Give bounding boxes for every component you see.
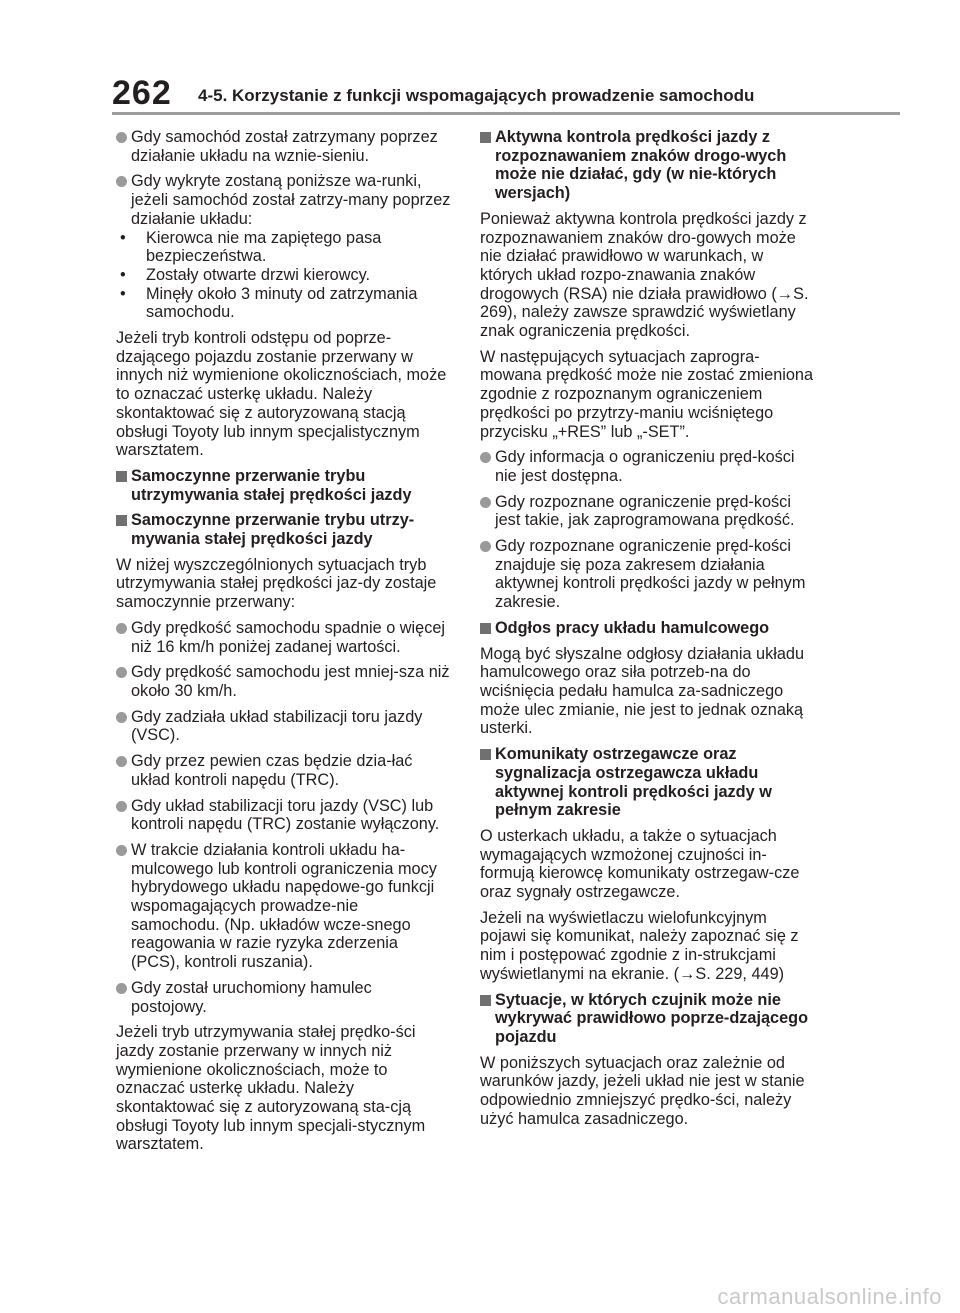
subheading xyxy=(480,619,815,638)
watermark: carmanualsonline.info xyxy=(717,1284,942,1309)
paragraph: Jeżeli tryb utrzymywania stałej prędko-ści jazdy zostanie przerwany w innych niż wymienione okolicznościach, może to oznaczać usterkę układu. Należy skontaktować się z autoryzowaną sta-cją obsługi Toyoty lub innym specjali-stycznym warsztatem. xyxy=(116,1023,426,1154)
sub-item-text: Minęły około 3 minuty od zatrzymania samochodu. xyxy=(146,284,418,322)
bullet-icon xyxy=(116,132,127,143)
list-item xyxy=(116,841,451,972)
subheading xyxy=(116,511,451,548)
bullet-text: W trakcie działania kontroli układu ha-mulcowego lub kontroli ograniczenia mocy hybrydowego układu napędowe-go funkcji wspomagających prowadze-nie samochodu. (Np. układów wcze-snego reagowania w razie ryzyka zderzenia (PCS), kontroli ruszania). xyxy=(131,840,437,972)
bullet-icon xyxy=(116,756,127,767)
list-item xyxy=(116,663,451,700)
bullet-text: Gdy został uruchomiony hamulec postojowy. xyxy=(131,978,372,1016)
bullet-text: Gdy układ stabilizacji toru jazdy (VSC) lub kontroli napędu (TRC) zostanie wyłączony. xyxy=(131,796,440,834)
bullet-icon xyxy=(480,541,491,552)
paragraph: Ponieważ aktywna kontrola prędkości jazdy z rozpoznawaniem znaków dro-gowych może nie działać prawidłowo w warunkach, w których układ rozpo-znawania znaków drogowych (RSA) nie działa prawidłowo (→S. 269), należy zawsze sprawdzić wyświetlany znak ograniczenia prędkości. xyxy=(480,209,809,341)
list-item xyxy=(480,537,815,612)
list-item xyxy=(116,797,451,834)
sub-list-item xyxy=(116,266,451,285)
subheading-text: Samoczynne przerwanie trybu utrzy-mywania stałej prędkości jazdy xyxy=(131,511,415,549)
sub-bullet-icon: • xyxy=(120,265,126,284)
left-column xyxy=(116,128,451,1161)
paragraph: Jeżeli na wyświetlaczu wielofunkcyjnym pojawi się komunikat, należy zapoznać się z nim i postępować zgodnie z in-strukcjami wyświetlanymi na ekranie. (→S. 229, 449) xyxy=(480,908,799,983)
sub-item-text: Kierowca nie ma zapiętego pasa bezpieczeństwa. xyxy=(146,228,382,266)
subheading-text: Komunikaty ostrzegawcze oraz sygnalizacja ostrzegawcza układu aktywnej kontroli prędkości jazdy w pełnym zakresie xyxy=(495,745,772,820)
subheading xyxy=(116,467,451,504)
square-bullet-icon xyxy=(480,132,491,143)
bullet-text: Gdy rozpoznane ograniczenie pręd-kości jest takie, jak zaprogramowana prędkość. xyxy=(495,492,795,530)
bullet-text: Gdy prędkość samochodu jest mniej-sza niż około 30 km/h. xyxy=(131,663,450,700)
subheading-text: Aktywna kontrola prędkości jazdy z rozpoznawaniem znaków drogo-wych może nie działać, gdy (w nie-których wersjach) xyxy=(495,128,787,203)
subheading-text: Odgłos pracy układu hamulcowego xyxy=(495,618,770,637)
paragraph: W niżej wyszczególnionych sytuacjach tryb utrzymywania stałej prędkości jaz-dy zostaje samoczynnie przerwany: xyxy=(116,555,437,612)
bullet-icon xyxy=(116,623,127,634)
bullet-icon xyxy=(480,452,491,463)
paragraph: Jeżeli tryb kontroli odstępu od poprze-dzającego pojazdu zostanie przerwany w innych niż wymienione okolicznościach, może to oznaczać usterkę układu. Należy skontaktować się z autoryzowaną stacją obsługi Toyoty lub innym specjalistycznym warsztatem. xyxy=(116,329,447,460)
bullet-text: Gdy zadziała układ stabilizacji toru jazdy (VSC). xyxy=(131,707,423,745)
list-item xyxy=(116,172,451,228)
list-item xyxy=(116,128,451,165)
bullet-icon xyxy=(116,667,127,678)
sub-bullet-icon: • xyxy=(120,228,126,247)
subheading xyxy=(480,745,815,820)
square-bullet-icon xyxy=(116,471,127,482)
bullet-icon xyxy=(116,801,127,812)
list-item xyxy=(116,619,451,656)
bullet-text: Gdy prędkość samochodu spadnie o więcej niż 16 km/h poniżej zadanej wartości. xyxy=(131,618,446,656)
subheading xyxy=(480,128,815,203)
square-bullet-icon xyxy=(480,995,491,1006)
page-number: 262 xyxy=(112,74,172,112)
paragraph: W następujących sytuacjach zaprogra-mowana prędkość może nie zostać zmieniona zgodnie z rozpoznanym ograniczeniem prędkości po przytrzy-maniu wciśniętego przycisku „+RES” lub „-SET”. xyxy=(480,347,814,441)
right-column xyxy=(480,128,815,1135)
bullet-text: Gdy samochód został zatrzymany poprzez działanie układu na wznie-sieniu. xyxy=(131,128,438,165)
list-item xyxy=(480,448,815,485)
sub-list xyxy=(116,229,451,323)
list-item xyxy=(116,752,451,789)
sub-item-text: Zostały otwarte drzwi kierowcy. xyxy=(146,265,371,284)
sub-list-item xyxy=(116,285,451,322)
paragraph: O usterkach układu, a także o sytuacjach wymagających wzmożonej czujności in-formują kierowcę komunikaty ostrzegaw-cze oraz sygnały ostrzegawcze. xyxy=(480,826,800,902)
bullet-text: Gdy rozpoznane ograniczenie pręd-kości znajduje się poza zakresem działania aktywnej kontroli prędkości jazdy w pełnym zakresie. xyxy=(495,537,806,612)
sub-list-item xyxy=(116,229,451,266)
sub-bullet-icon: • xyxy=(120,284,126,303)
bullet-icon xyxy=(116,983,127,994)
paragraph: W poniższych sytuacjach oraz zależnie od warunków jazdy, jeżeli układ nie jest w stanie odpowiednio zmniejszyć prędko-ści, należy użyć hamulca zasadniczego. xyxy=(480,1053,805,1128)
header-divider xyxy=(112,112,900,115)
bullet-icon xyxy=(116,712,127,723)
bullet-text: Gdy informacja o ograniczeniu pręd-kości nie jest dostępna. xyxy=(495,448,795,485)
square-bullet-icon xyxy=(480,749,491,760)
bullet-text: Gdy wykryte zostaną poniższe wa-runki, jeżeli samochód został zatrzy-many poprzez działanie układu: xyxy=(131,172,451,228)
list-item xyxy=(116,979,451,1016)
square-bullet-icon xyxy=(480,623,491,634)
square-bullet-icon xyxy=(116,515,127,526)
subheading-text: Samoczynne przerwanie trybu utrzymywania stałej prędkości jazdy xyxy=(131,466,412,504)
subheading xyxy=(480,991,815,1047)
list-item xyxy=(116,708,451,745)
paragraph: Mogą być słyszalne odgłosy działania układu hamulcowego oraz siła potrzeb-na do wciśnięcia pedału hamulca za-sadniczego może ulec zmianie, nie jest to jednak oznaką usterki. xyxy=(480,644,805,738)
bullet-icon xyxy=(480,497,491,508)
bullet-text: Gdy przez pewien czas będzie dzia-łać układ kontroli napędu (TRC). xyxy=(131,752,413,789)
page-header xyxy=(0,0,960,120)
subheading-text: Sytuacje, w których czujnik może nie wykrywać prawidłowo poprze-dzającego pojazdu xyxy=(495,990,809,1046)
list-item xyxy=(480,493,815,530)
bullet-icon xyxy=(116,176,127,187)
bullet-icon xyxy=(116,845,127,856)
section-title: 4-5. Korzystanie z funkcji wspomagających prowadzenie samochodu xyxy=(198,86,755,105)
